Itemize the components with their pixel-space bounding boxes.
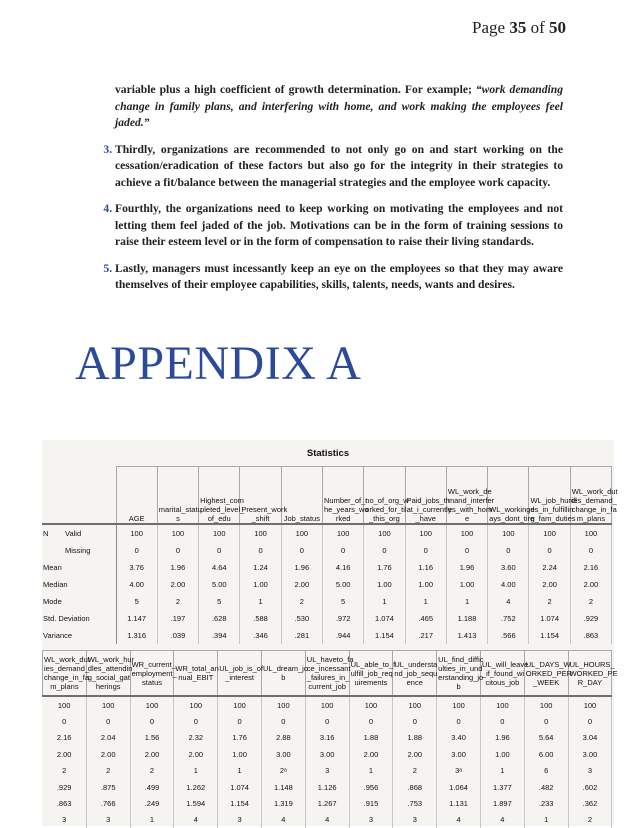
column-header: WL_work_dut ies_demand_ change_in_fa m_plans xyxy=(570,467,611,525)
table-cell: 100 xyxy=(568,696,612,713)
table-row xyxy=(42,593,612,610)
column-header: WL_workingd ays_dont_tire xyxy=(488,467,529,525)
table-cell: 3.00 xyxy=(568,746,612,762)
header-blank xyxy=(42,467,116,525)
table-cell: 100 xyxy=(570,524,611,542)
table-cell: 1.074 xyxy=(218,779,262,795)
table-cell: 5.00 xyxy=(322,576,363,593)
table-cell: 0 xyxy=(281,542,322,559)
table-cell: 3 xyxy=(349,812,393,828)
table-cell: 1.594 xyxy=(174,795,218,811)
table-cell: 1.188 xyxy=(446,610,487,627)
table-cell: 1 xyxy=(524,812,568,828)
table-cell: .929 xyxy=(570,610,611,627)
table-cell: 4 xyxy=(261,812,305,828)
table-cell: .530 xyxy=(281,610,322,627)
table-cell: 2.32 xyxy=(174,730,218,746)
row-label: Variance xyxy=(42,627,116,644)
column-header: UL_understa nd_job_sequ ence xyxy=(393,651,437,697)
table-cell: 2.24 xyxy=(529,559,570,576)
table-cell: 0 xyxy=(488,542,529,559)
table-cell: 2.04 xyxy=(86,730,130,746)
table-cell: 1.56 xyxy=(130,730,174,746)
table-cell: 2.00 xyxy=(43,746,87,762)
table-cell: 0 xyxy=(199,542,240,559)
recommendation-list xyxy=(95,142,563,294)
table-cell: 0 xyxy=(364,542,405,559)
column-header: Paid_jobs_th at_i_currently _have xyxy=(405,467,446,525)
table-cell: 3 xyxy=(86,812,130,828)
table-row xyxy=(42,610,612,627)
table-cell: 1 xyxy=(349,763,393,779)
table-cell: 4.00 xyxy=(116,576,157,593)
table-cell: 1.00 xyxy=(218,746,262,762)
row-label xyxy=(42,542,64,559)
column-header: UL_dream_jo b xyxy=(261,651,305,697)
table-cell: 1 xyxy=(446,593,487,610)
list-item: 3. Thirdly, organizations are recommended to not only go on and start working on the cessation/eradication of these factors but also go for the integrity in their strategies to achieve a fit/balance between the managerial strategies and the employee work capacity. xyxy=(115,142,563,192)
table-cell: .753 xyxy=(393,795,437,811)
table-cell: 1.154 xyxy=(364,627,405,644)
table-row xyxy=(43,746,612,762)
table-cell: .588 xyxy=(240,610,281,627)
table-cell: 1.00 xyxy=(446,576,487,593)
table-cell: 100 xyxy=(86,696,130,713)
table-cell: 1.76 xyxy=(218,730,262,746)
table-cell: 1.96 xyxy=(281,559,322,576)
table-cell: 100 xyxy=(130,696,174,713)
table-cell: 0 xyxy=(174,713,218,729)
column-header: marital_statu s xyxy=(157,467,198,525)
table-cell: 2.00 xyxy=(174,746,218,762)
table-cell: 1.897 xyxy=(480,795,524,811)
table-cell: 1 xyxy=(240,593,281,610)
appendix-heading: APPENDIX A xyxy=(75,337,362,390)
table-cell: 0 xyxy=(568,713,612,729)
table-cell: 1.413 xyxy=(446,627,487,644)
table-cell: 0 xyxy=(524,713,568,729)
table-cell: 5.64 xyxy=(524,730,568,746)
table-cell: 2.00 xyxy=(529,576,570,593)
table-cell: 2 xyxy=(570,593,611,610)
table-cell: 5.00 xyxy=(199,576,240,593)
table-cell: 0 xyxy=(157,542,198,559)
table-cell: 2 xyxy=(86,763,130,779)
table-cell: 3.16 xyxy=(305,730,349,746)
table-row xyxy=(42,542,612,559)
column-header: UL_will_leave _if_found_wi citous_job xyxy=(480,651,524,697)
table-cell: 100 xyxy=(524,696,568,713)
table-cell: 3 xyxy=(305,763,349,779)
table-cell: 1.377 xyxy=(480,779,524,795)
table-cell: 4 xyxy=(305,812,349,828)
table-cell: .394 xyxy=(199,627,240,644)
table-cell: .465 xyxy=(405,610,446,627)
column-header: UL_DAYS_W ORKED_PER _WEEK xyxy=(524,651,568,697)
list-item: 4. Fourthly, the organizations need to keep working on motivating the employees and not letting them feel jaded of the job. Motivations can be in the form of training sessions to raise their esteem level or in the form of compensation to raise their living standards. xyxy=(115,201,563,251)
table-cell: 1.88 xyxy=(393,730,437,746)
table-cell: 2 xyxy=(43,763,87,779)
table-row xyxy=(42,576,612,593)
table-row xyxy=(43,730,612,746)
table-cell: 4.16 xyxy=(322,559,363,576)
table-cell: 4 xyxy=(174,812,218,828)
table-cell: .039 xyxy=(157,627,198,644)
table-cell: 100 xyxy=(322,524,363,542)
recommendations-text xyxy=(95,82,563,304)
table-cell: 3.00 xyxy=(305,746,349,762)
table-cell: 0 xyxy=(305,713,349,729)
table-cell: 2.00 xyxy=(349,746,393,762)
table-cell: 3.60 xyxy=(488,559,529,576)
table-cell: 100 xyxy=(393,696,437,713)
table-cell: 4 xyxy=(480,812,524,828)
table-cell: 2.00 xyxy=(393,746,437,762)
table-cell: 1.267 xyxy=(305,795,349,811)
table-cell: .362 xyxy=(568,795,612,811)
table-cell: 0 xyxy=(349,713,393,729)
table-cell: 100 xyxy=(261,696,305,713)
table-cell: 3.00 xyxy=(261,746,305,762)
row-sublabel: Valid xyxy=(64,524,116,542)
table-cell: 2 xyxy=(568,812,612,828)
table-cell: 1.074 xyxy=(364,610,405,627)
table-cell: 5 xyxy=(116,593,157,610)
column-header: no_of_org_w orked_for_til _this_org xyxy=(364,467,405,525)
table-cell: 1.154 xyxy=(218,795,262,811)
column-header: UL_able_to_f ulfill_job_req uirements xyxy=(349,651,393,697)
table-cell: 6.00 xyxy=(524,746,568,762)
table-cell: 100 xyxy=(529,524,570,542)
table-cell: 0 xyxy=(218,713,262,729)
column-header: Present_work _shift xyxy=(240,467,281,525)
table-cell: .875 xyxy=(86,779,130,795)
row-label: Median xyxy=(42,576,116,593)
table-row xyxy=(42,524,612,542)
table-cell: 1.96 xyxy=(157,559,198,576)
column-header: UL_find_diffic ulties_in_und erstanding_jo b xyxy=(437,651,481,697)
table-cell: 0 xyxy=(437,713,481,729)
statistics-title: Statistics xyxy=(306,448,350,459)
table-cell: .217 xyxy=(405,627,446,644)
column-header: AGE xyxy=(116,467,157,525)
table-cell: 1.16 xyxy=(405,559,446,576)
continuation-paragraph: variable plus a high coefficient of growth determination. For example; “work demanding change in family plans, and interfering with home, and work making the employees feel jaded.” xyxy=(115,83,563,129)
statistics-output xyxy=(42,440,618,826)
table-cell: 3ᵃ xyxy=(437,763,481,779)
table-cell: 100 xyxy=(199,524,240,542)
table-cell: 100 xyxy=(437,696,481,713)
table-cell: 2ᵃ xyxy=(261,763,305,779)
table-cell: 2.16 xyxy=(43,730,87,746)
column-header: UL_job_is_of _interest xyxy=(218,651,262,697)
column-header: WR_current_ employment_ status xyxy=(130,651,174,697)
table-cell: .197 xyxy=(157,610,198,627)
table-cell: 1 xyxy=(364,593,405,610)
table-row xyxy=(43,763,612,779)
table-cell: 0 xyxy=(480,713,524,729)
table-cell: 1.88 xyxy=(349,730,393,746)
table-cell: 100 xyxy=(43,696,87,713)
table-cell: 2 xyxy=(393,763,437,779)
table-cell: 0 xyxy=(405,542,446,559)
table-cell: 4.64 xyxy=(199,559,240,576)
table-cell: 2.00 xyxy=(157,576,198,593)
table-cell: 3.76 xyxy=(116,559,157,576)
table-row xyxy=(43,779,612,795)
table-cell: 1.00 xyxy=(240,576,281,593)
table-cell: .863 xyxy=(570,627,611,644)
column-header: Highest_com pleted_level_ of_edu xyxy=(199,467,240,525)
table-cell: .602 xyxy=(568,779,612,795)
column-header: Job_status xyxy=(281,467,322,525)
table-cell: 4 xyxy=(437,812,481,828)
table-cell: 2.00 xyxy=(86,746,130,762)
table-cell: 1.24 xyxy=(240,559,281,576)
table-cell: 2.00 xyxy=(130,746,174,762)
table-cell: 1.064 xyxy=(437,779,481,795)
table-cell: 2 xyxy=(529,593,570,610)
table-cell: 1 xyxy=(480,763,524,779)
table-cell: 100 xyxy=(446,524,487,542)
table-cell: .346 xyxy=(240,627,281,644)
table-cell: 0 xyxy=(529,542,570,559)
table-cell: 6 xyxy=(524,763,568,779)
table-cell: .972 xyxy=(322,610,363,627)
column-header: WR_total_an nual_EBIT xyxy=(174,651,218,697)
table-cell: 4.00 xyxy=(488,576,529,593)
column-header: Number_of_t he_years_wo rked xyxy=(322,467,363,525)
table-cell: 100 xyxy=(305,696,349,713)
table-cell: .233 xyxy=(524,795,568,811)
table-cell: 5 xyxy=(322,593,363,610)
table-cell: 1.76 xyxy=(364,559,405,576)
table-cell: 0 xyxy=(240,542,281,559)
row-label: Mean xyxy=(42,559,116,576)
statistics-table-1 xyxy=(42,466,618,644)
table-cell: .868 xyxy=(393,779,437,795)
table-row xyxy=(42,627,612,644)
table-cell: 0 xyxy=(570,542,611,559)
table-cell: .628 xyxy=(199,610,240,627)
table-cell: .915 xyxy=(349,795,393,811)
column-header: WL_work_de mand_interfer es_with_hom e xyxy=(446,467,487,525)
table-cell: 3 xyxy=(218,812,262,828)
row-label: Std. Deviation xyxy=(42,610,116,627)
table-cell: 0 xyxy=(130,713,174,729)
table-cell: 100 xyxy=(488,524,529,542)
row-sublabel: Missing xyxy=(64,542,116,559)
table-cell: 0 xyxy=(116,542,157,559)
table-cell: 100 xyxy=(405,524,446,542)
table-cell: .752 xyxy=(488,610,529,627)
column-header: UL_HOURS_ WORKED_PE R_DAY xyxy=(568,651,612,697)
table-cell: 100 xyxy=(174,696,218,713)
table-cell: 1.131 xyxy=(437,795,481,811)
table-cell: 3.00 xyxy=(437,746,481,762)
table-cell: 1.00 xyxy=(480,746,524,762)
table-cell: 1.96 xyxy=(446,559,487,576)
table-cell: .944 xyxy=(322,627,363,644)
table-cell: 100 xyxy=(218,696,262,713)
table-cell: 4 xyxy=(488,593,529,610)
table-cell: 2.00 xyxy=(570,576,611,593)
table-cell: 1.96 xyxy=(480,730,524,746)
column-header: WL_work_hur dles_attendin g_social_gat herings xyxy=(86,651,130,697)
table-cell: 1 xyxy=(130,812,174,828)
table-cell: 100 xyxy=(157,524,198,542)
table-cell: 100 xyxy=(349,696,393,713)
table-cell: 100 xyxy=(480,696,524,713)
row-label: Mode xyxy=(42,593,116,610)
table-cell: 2.16 xyxy=(570,559,611,576)
table-cell: 5 xyxy=(199,593,240,610)
table-cell: 1.148 xyxy=(261,779,305,795)
table-cell: 1.126 xyxy=(305,779,349,795)
table-cell: 1.154 xyxy=(529,627,570,644)
table-cell: 2.00 xyxy=(281,576,322,593)
table-cell: .929 xyxy=(43,779,87,795)
table-cell: 1.319 xyxy=(261,795,305,811)
table-cell: 2 xyxy=(281,593,322,610)
table-cell: 2 xyxy=(157,593,198,610)
table-cell: 0 xyxy=(393,713,437,729)
table-row xyxy=(43,713,612,729)
table-cell: 0 xyxy=(261,713,305,729)
table-cell: 1 xyxy=(174,763,218,779)
column-header: WL_work_dut ies_demand_ change_in_fa m_plans xyxy=(43,651,87,697)
table-cell: .281 xyxy=(281,627,322,644)
table-row xyxy=(43,812,612,828)
table-cell: 0 xyxy=(43,713,87,729)
table-cell: 0 xyxy=(446,542,487,559)
table-cell: .956 xyxy=(349,779,393,795)
table-cell: 1.00 xyxy=(364,576,405,593)
table-cell: 1.316 xyxy=(116,627,157,644)
table-row xyxy=(42,559,612,576)
table-cell: 1.00 xyxy=(405,576,446,593)
table-cell: .249 xyxy=(130,795,174,811)
table-cell: 100 xyxy=(116,524,157,542)
table-row xyxy=(43,696,612,713)
table-cell: 2.88 xyxy=(261,730,305,746)
table-cell: .766 xyxy=(86,795,130,811)
column-header: WL_job_hurdl es_in_fulfillin g_fam_duties xyxy=(529,467,570,525)
table-cell: 1.074 xyxy=(529,610,570,627)
table-cell: 1.262 xyxy=(174,779,218,795)
row-label: N xyxy=(43,529,49,538)
table-cell: 1 xyxy=(218,763,262,779)
table-cell: 100 xyxy=(281,524,322,542)
table-cell: .499 xyxy=(130,779,174,795)
page-number: Page 35 of 50 xyxy=(472,18,566,37)
table-cell: 100 xyxy=(364,524,405,542)
table-cell: 3.04 xyxy=(568,730,612,746)
table-cell: 3.40 xyxy=(437,730,481,746)
table-cell: 3 xyxy=(568,763,612,779)
table-cell: 1.147 xyxy=(116,610,157,627)
table-cell: 2 xyxy=(130,763,174,779)
table-cell: 100 xyxy=(240,524,281,542)
list-item: 5. Lastly, managers must incessantly keep an eye on the employees so that they may aware themselves of their employee capabilities, skills, talents, needs, wants and desires. xyxy=(115,261,563,294)
column-header: UL_haveto_fa ce_incessant _failures_in_ current_job xyxy=(305,651,349,697)
table-cell: .863 xyxy=(43,795,87,811)
table-cell: 0 xyxy=(86,713,130,729)
table-cell: .482 xyxy=(524,779,568,795)
table-row xyxy=(43,795,612,811)
table-cell: 3 xyxy=(393,812,437,828)
table-cell: .566 xyxy=(488,627,529,644)
table-cell: 1 xyxy=(405,593,446,610)
statistics-table-2 xyxy=(42,650,618,828)
table-cell: 3 xyxy=(43,812,87,828)
table-cell: 0 xyxy=(322,542,363,559)
